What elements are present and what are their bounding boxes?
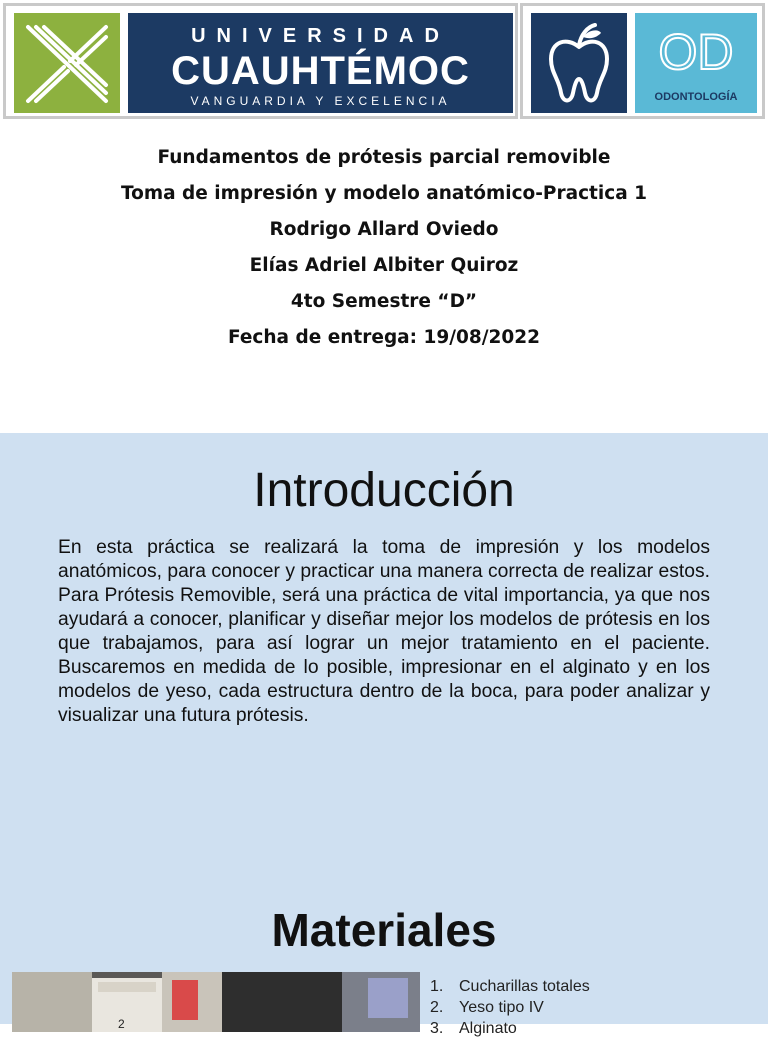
list-item: 2. Yeso tipo IV [430, 999, 544, 1016]
introduction-slide [0, 433, 768, 1037]
odontologia-label: ODONTOLOGÍA [654, 91, 738, 103]
university-line-1: UNIVERSIDAD [191, 25, 450, 47]
photo-marker-label: 2 [118, 1017, 125, 1031]
list-item: 3. Alginato [430, 1020, 517, 1037]
course-title: Fundamentos de prótesis parcial removible [157, 147, 611, 168]
materials-photo [12, 972, 420, 1032]
university-motto: VANGUARDIA Y EXCELENCIA [190, 94, 451, 108]
practice-title: Toma de impresión y modelo anatómico-Practica 1 [120, 183, 648, 204]
materials-heading: Materiales [271, 904, 497, 956]
delivery-date: Fecha de entrega: 19/08/2022 [227, 327, 541, 348]
odontologia-badge [635, 13, 757, 113]
faculty-logo [520, 3, 765, 119]
university-logo [3, 3, 518, 119]
list-item: 1. Cucharillas totales [430, 978, 590, 995]
student-name: Elías Adriel Albiter Quiroz [249, 255, 519, 276]
teacher-name: Rodrigo Allard Oviedo [269, 219, 499, 240]
university-wordmark [128, 13, 513, 113]
materials-list [430, 976, 760, 1039]
introduction-heading: Introducción [253, 464, 515, 517]
uc-emblem-icon [14, 13, 120, 113]
tooth-apple-icon [531, 13, 627, 113]
header-banner [0, 0, 768, 122]
od-letters [635, 23, 757, 84]
svg-text:OD: OD [658, 24, 734, 80]
university-name: CUAUHTÉMOC [171, 49, 470, 93]
cover-title-block [0, 143, 768, 359]
introduction-paragraph: En esta práctica se realizará la toma de impresión y los modelos anatómicos, para conocer y practicar una manera correcta de realizar estos. Para Prótesis Removible, será una práctica de vital importancia, ya que nos ayudará a conocer, planificar y diseñar mejor los modelos de prótesis en los que trabajamos, para así lograr un mejor tratamiento en el paciente. Buscaremos en medida de lo posible, impresionar en el alginato y en los modelos de yeso, cada estructura dentro de la boca, para poder analizar y visualizar una futura prótesis. [58, 537, 710, 726]
semester: 4to Semestre “D” [290, 291, 478, 312]
